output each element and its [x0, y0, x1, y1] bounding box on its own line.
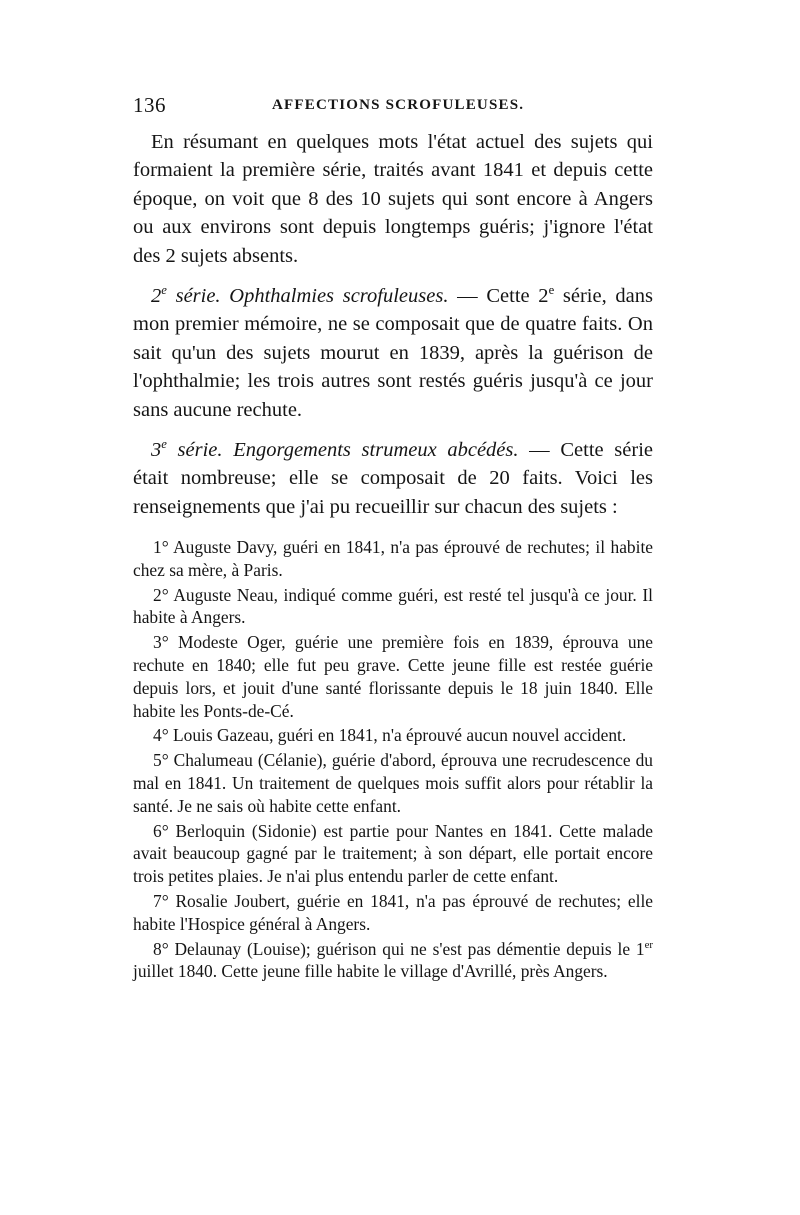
intro-paragraph: En résumant en quelques mots l'état actuel des sujets qui formaient la première série, traités avant 1841 et depuis cette époque, on voit que 8 des 10 sujets qui sont encore à Angers ou aux environs sont depuis longtemps guéris; j'ignore l'état des 2 sujets absents.	[133, 131, 653, 267]
page-header	[133, 93, 668, 123]
main-text	[133, 128, 653, 533]
case-item: 8° Delaunay (Louise); guérison qui ne s'est pas démentie depuis le 1er juillet 1840. Cette jeune fille habite le village d'Avrillé, près Angers.	[133, 938, 653, 982]
case-item: 7° Rosalie Joubert, guérie en 1841, n'a pas éprouvé de rechutes; elle habite l'Hospice général à Angers.	[133, 890, 654, 934]
cases-list	[133, 536, 653, 985]
page-number: 136	[133, 93, 166, 117]
series-3-paragraph: 3e série. Engorgements strumeux abcédés. — Cette série était nombreuse; elle se composait de 20 faits. Voici les renseignements que j'ai pu recueillir sur chacun des sujets :	[133, 437, 653, 518]
series-2-paragraph: 2e série. Ophthalmies scrofuleuses. — Cette 2e série, dans mon premier mémoire, ne se composait que de quatre faits. On sait qu'un des sujets mourut en 1839, après la guérison de l'ophthalmie; les trois autres sont restés guéris jusqu'à ce jour sans aucune rechute.	[133, 283, 653, 421]
running-title: AFFECTIONS SCROFULEUSES.	[272, 97, 525, 113]
case-item: 3° Modeste Oger, guérie une première fois en 1839, éprouva une rechute en 1840; elle fut peu grave. Cette jeune fille est restée guérie depuis lors, et jouit d'une santé florissante depuis le 18 juin 1840. Elle habite les Ponts-de-Cé.	[133, 632, 653, 721]
case-item: 5° Chalumeau (Célanie), guérie d'abord, éprouva une recrudescence du mal en 1841. Un traitement de quelques mois suffit alors pour rétablir la santé. Je ne sais où habite cette enfant.	[133, 750, 653, 816]
case-item: 1° Auguste Davy, guéri en 1841, n'a pas éprouvé de rechutes; il habite chez sa mère, à Paris.	[133, 537, 653, 580]
case-item: 2° Auguste Neau, indiqué comme guéri, est resté tel jusqu'à ce jour. Il habite à Angers.	[133, 584, 653, 628]
series-2-title: 2e série. Ophthalmies scrofuleuses.	[151, 283, 449, 308]
series-3-title: 3e série. Engorgements strumeux abcédés.	[151, 437, 519, 462]
case-item: 4° Louis Gazeau, guéri en 1841, n'a éprouvé aucun nouvel accident.	[153, 725, 627, 746]
case-item: 6° Berloquin (Sidonie) est partie pour Nantes en 1841. Cette malade avait beaucoup gagné par le traitement; à son départ, elle portait encore trois petites plaies. Je n'ai plus entendu parler de cette enfant.	[133, 820, 653, 887]
